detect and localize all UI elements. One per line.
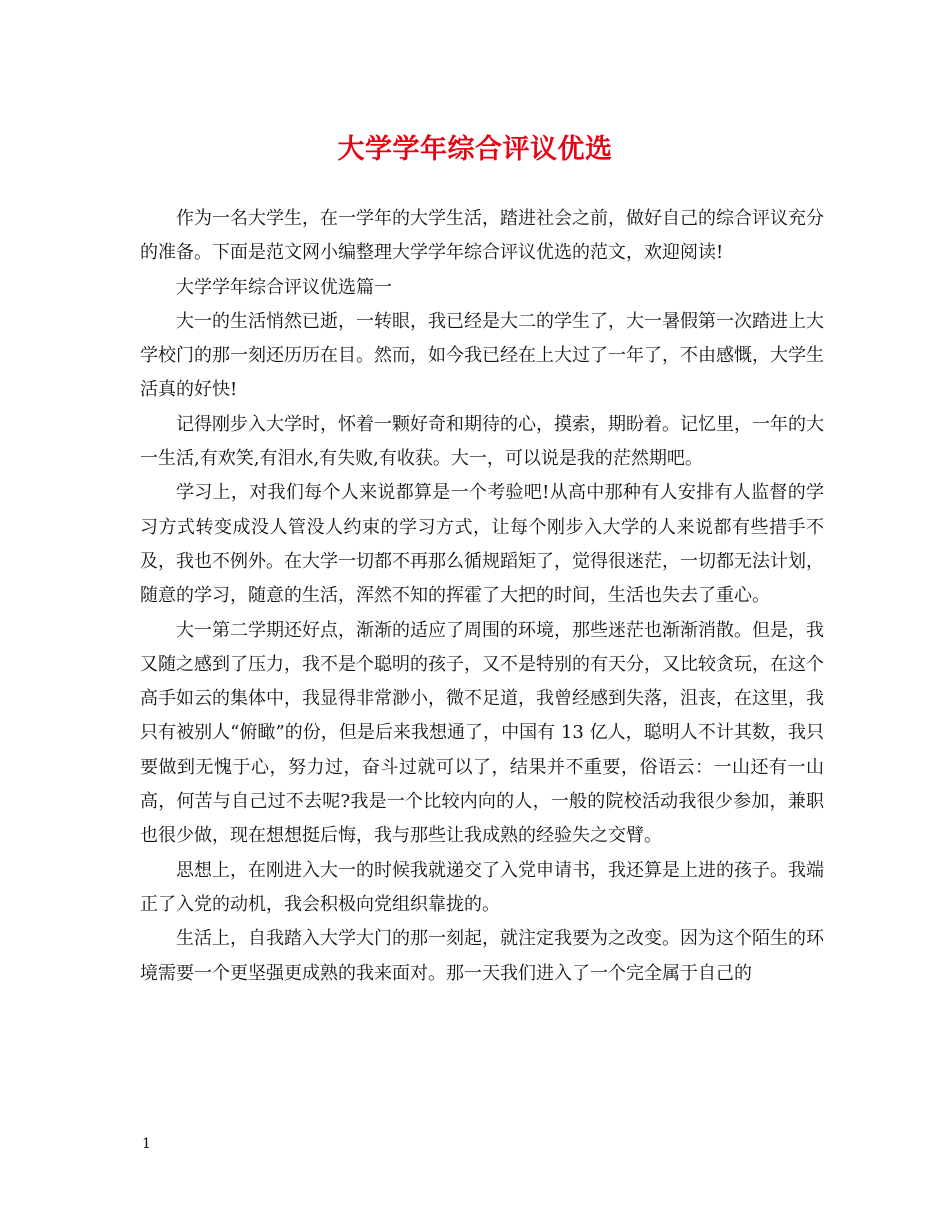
paragraph: 大一的生活悄然已逝，一转眼，我已经是大二的学生了，大一暑假第一次踏进上大学校门的那一刻还历历在目。然而，如今我已经在上大过了一年了，不由感慨，大学生活真的好快! <box>140 310 824 401</box>
paragraph: 记得刚步入大学时，怀着一颗好奇和期待的心，摸索，期盼着。记忆里，一年的大一生活,有欢笑,有泪水,有失败,有收获。大一，可以说是我的茫然期吧。 <box>140 413 824 470</box>
paragraph: 生活上，自我踏入大学大门的那一刻起，就注定我要为之改变。因为这个陌生的环境需要一个更坚强更成熟的我来面对。那一天我们进入了一个完全属于自己的 <box>140 928 824 984</box>
document-body <box>140 202 824 991</box>
page-number: 1 <box>142 1136 151 1152</box>
section-heading: 大学学年综合评议优选篇一 <box>176 276 392 298</box>
paragraph: 思想上，在刚进入大一的时候我就递交了入党申请书，我还算是上进的孩子。我端正了入党的动机，我会积极向党组织靠拢的。 <box>140 859 824 915</box>
paragraph: 大一第二学期还好点，渐渐的适应了周围的环境，那些迷茫也渐渐消散。但是，我又随之感到了压力，我不是个聪明的孩子，又不是特别的有天分，又比较贪玩，在这个高手如云的集体中，我显得非常渺小，微不足道，我曾经感到失落，沮丧，在这里，我只有被别人“俯瞰”的份，但是后来我想通了，中国有 13 亿人，聪明人不计其数，我只要做到无愧于心，努力过，奋斗过就可以了，结果并不重要，俗语云：一山还有一山高，何苦与自己过不去呢?我是一个比较内向的人，一般的院校活动我很少参加，兼职也很少做，现在想想挺后悔，我与那些让我成熟的经验失之交臂。 <box>140 619 824 847</box>
paragraph: 学习上，对我们每个人来说都算是一个考验吧!从高中那种有人安排有人监督的学习方式转变成没人管没人约束的学习方式，让每个刚步入大学的人来说都有些措手不及，我也不例外。在大学一切都不再那么循规蹈矩了，觉得很迷茫，一切都无法计划，随意的学习，随意的生活，浑然不知的挥霍了大把的时间，生活也失去了重心。 <box>140 482 824 607</box>
document-title: 大学学年综合评议优选 <box>337 134 613 165</box>
paragraph-intro: 作为一名大学生，在一学年的大学生活，踏进社会之前，做好自己的综合评议充分的准备。下面是范文网小编整理大学学年综合评议优选的范文，欢迎阅读! <box>140 208 824 264</box>
